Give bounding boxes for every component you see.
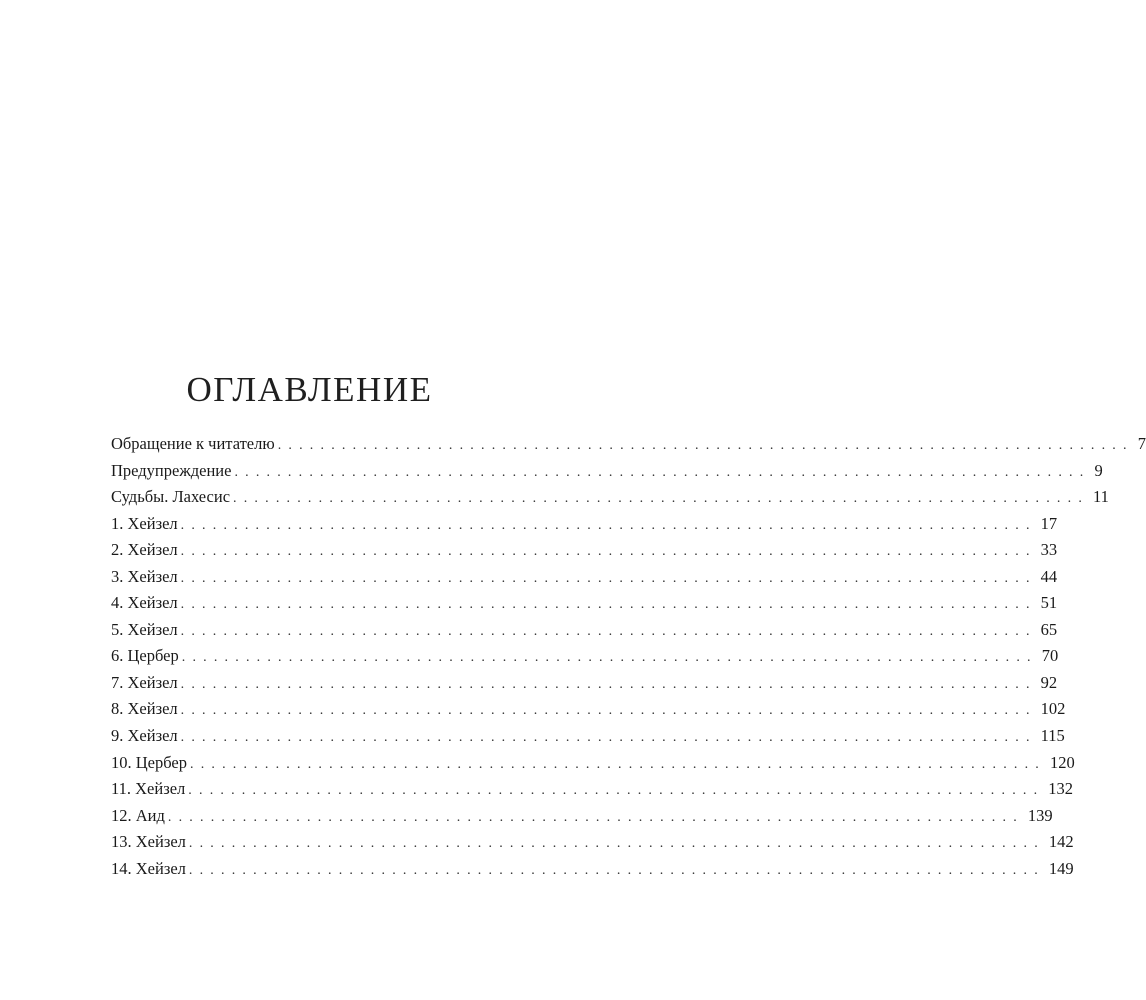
toc-heading: ОГЛАВЛЕНИЕ [186, 370, 433, 409]
toc-entry [111, 750, 1075, 777]
toc-entry-page: 9 [1094, 460, 1103, 480]
toc-entry-page: 115 [1040, 726, 1065, 746]
toc-entry-title: 7. Хейзел [111, 672, 178, 692]
toc-entry-title: Предупреждение [111, 460, 232, 480]
toc-entry-page: 17 [1040, 513, 1058, 533]
toc-entry [111, 696, 1066, 723]
toc-entry-page: 142 [1048, 832, 1074, 852]
dot-leader: ................................................................................ [180, 517, 1037, 533]
toc-entry-page: 11 [1093, 487, 1109, 507]
toc-entry [111, 484, 1109, 511]
dot-leader: ................................................................................ [180, 676, 1037, 692]
toc-entry-page: 102 [1040, 699, 1066, 719]
toc-entry-title: 4. Хейзел [111, 593, 178, 613]
toc-entry [111, 670, 1058, 697]
dot-leader: ................................................................................ [233, 491, 1090, 507]
toc-entry-title: 9. Хейзел [111, 726, 178, 746]
toc-entry-page: 7 [1137, 434, 1146, 453]
toc-entry [111, 803, 1053, 830]
dot-leader: ................................................................................ [180, 570, 1037, 586]
toc-entry [111, 856, 1074, 883]
toc-entry-page: 120 [1050, 752, 1075, 772]
dot-leader: ................................................................................ [188, 783, 1045, 799]
toc-entry [111, 431, 1146, 458]
toc-entry [111, 511, 1058, 538]
toc-entry-page: 65 [1040, 619, 1058, 639]
toc-entry-title: 2. Хейзел [111, 540, 178, 560]
dot-leader: ................................................................................ [190, 756, 1046, 772]
dot-leader: ................................................................................ [277, 438, 1134, 453]
dot-leader: ................................................................................ [234, 464, 1091, 480]
toc-entry [111, 458, 1103, 485]
toc-entry-page: 139 [1027, 805, 1053, 825]
toc-entry-page: 33 [1040, 540, 1058, 560]
dot-leader: ................................................................................ [167, 809, 1024, 825]
toc-entry-title: Судьбы. Лахесис [111, 487, 231, 507]
toc-entry [111, 723, 1065, 750]
toc-entry-title: 10. Цербер [111, 752, 187, 772]
toc-entry-title: 6. Цербер [111, 646, 179, 666]
toc-entry-page: 70 [1041, 646, 1059, 666]
dot-leader: ................................................................................ [180, 623, 1037, 639]
toc-entry-title: 11. Хейзел [111, 779, 186, 799]
dot-leader: ................................................................................ [181, 650, 1038, 666]
toc-entry-page: 44 [1040, 566, 1058, 586]
toc-entry-page: 149 [1048, 858, 1074, 878]
toc-entry [111, 590, 1058, 617]
toc-entry [111, 643, 1059, 670]
toc-entry-page: 132 [1048, 779, 1074, 799]
dot-leader: ................................................................................ [180, 703, 1037, 719]
table-of-contents [111, 431, 1146, 882]
toc-entry [111, 776, 1074, 803]
toc-entry-title: 13. Хейзел [111, 832, 186, 852]
toc-entry [111, 564, 1058, 591]
toc-entry-title: 5. Хейзел [111, 619, 178, 639]
dot-leader: ................................................................................ [180, 597, 1037, 613]
toc-entry [111, 829, 1074, 856]
toc-entry-title: 14. Хейзел [111, 858, 186, 878]
toc-entry-title: 8. Хейзел [111, 699, 178, 719]
toc-entry-title: 3. Хейзел [111, 566, 178, 586]
dot-leader: ................................................................................ [188, 836, 1045, 852]
toc-entry-title: Обращение к читателю [111, 434, 275, 453]
toc-entry [111, 537, 1058, 564]
dot-leader: ................................................................................ [188, 862, 1045, 878]
toc-entry-title: 1. Хейзел [111, 513, 178, 533]
dot-leader: ................................................................................ [180, 544, 1037, 560]
toc-entry [111, 617, 1058, 644]
dot-leader: ................................................................................ [180, 730, 1037, 746]
toc-entry-title: 12. Аид [111, 805, 165, 825]
toc-entry-page: 92 [1040, 672, 1058, 692]
toc-entry-page: 51 [1040, 593, 1058, 613]
